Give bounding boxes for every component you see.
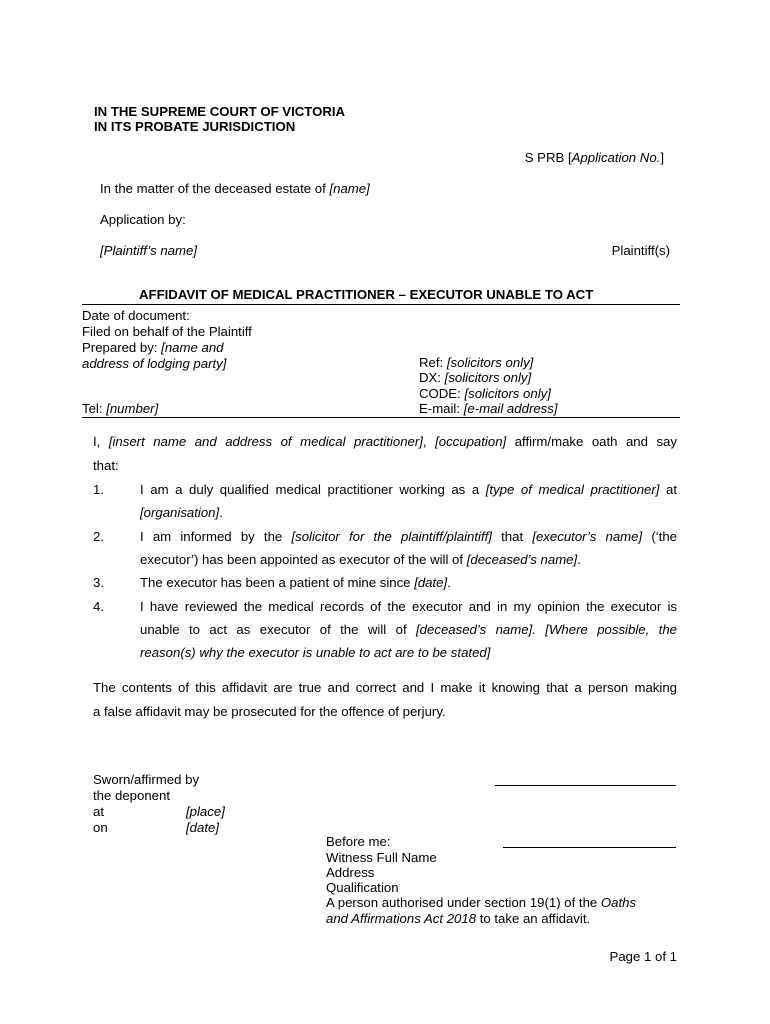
p2-l2-text: executor’) has been appointed as executor of the will of bbox=[140, 552, 467, 567]
paragraph-4-line-3: reason(s) why the executor is unable to act are to be stated] bbox=[140, 645, 491, 660]
sworn-line-2: the deponent bbox=[93, 788, 171, 803]
authorised-act-2: and Affirmations Act 2018 bbox=[326, 911, 477, 926]
ref-line bbox=[419, 355, 533, 371]
paragraph-2-line-2 bbox=[140, 548, 581, 572]
case-number-prefix: S PRB [ bbox=[524, 150, 572, 165]
intro-prefix: I, bbox=[93, 434, 109, 449]
application-by: Application by: bbox=[100, 212, 186, 227]
code-label: CODE: bbox=[419, 386, 465, 401]
plaintiff-name-placeholder: [Plaintiff’s name] bbox=[100, 243, 198, 258]
authorised-text: A person authorised under section 19(1) of the bbox=[326, 895, 601, 910]
paragraph-1-line-1 bbox=[140, 478, 677, 502]
filed-on-behalf: Filed on behalf of the Plaintiff bbox=[82, 324, 252, 339]
paragraph-4-line-1: I have reviewed the medical records of the executor and in my opinion the executor is bbox=[140, 599, 677, 614]
p4-l2-placeholder: [deceased’s name]. [Where possible, the bbox=[416, 622, 677, 637]
authorised-act-1: Oaths bbox=[600, 895, 637, 910]
authorised-end: to take an affidavit. bbox=[476, 911, 591, 926]
paragraph-4-line-2 bbox=[140, 618, 677, 642]
document-title: AFFIDAVIT OF MEDICAL PRACTITIONER – EXECUTOR UNABLE TO ACT bbox=[139, 287, 594, 302]
court-name: IN THE SUPREME COURT OF VICTORIA bbox=[94, 104, 346, 119]
p3-end: . bbox=[447, 575, 451, 590]
paragraph-3-number: 3. bbox=[93, 575, 104, 590]
p3-date-placeholder: [date] bbox=[414, 575, 448, 590]
tel-line bbox=[82, 401, 158, 417]
p2-end: (‘the bbox=[642, 529, 678, 544]
matter-name-placeholder: [name] bbox=[329, 181, 370, 196]
p1-organisation-placeholder: [organisation] bbox=[140, 505, 220, 520]
info-rule bbox=[82, 417, 680, 418]
p1-end: at bbox=[659, 482, 677, 497]
code-line bbox=[419, 386, 551, 402]
p2-deceased-placeholder: [deceased’s name] bbox=[466, 552, 578, 567]
prepared-by-label: Prepared by: bbox=[82, 340, 162, 355]
prepared-by bbox=[82, 340, 224, 356]
matter-text: In the matter of the deceased estate of bbox=[100, 181, 330, 196]
deponent-signature-line bbox=[495, 785, 676, 786]
witness-qualification: Qualification bbox=[326, 880, 399, 895]
case-number bbox=[525, 150, 664, 166]
p2-solicitor-placeholder: [solicitor for the plaintiff/plaintiff] bbox=[291, 529, 492, 544]
intro-occupation-placeholder: [occupation] bbox=[435, 434, 507, 449]
case-number-placeholder: Application No. bbox=[571, 150, 661, 165]
paragraph-2-line-1 bbox=[140, 525, 677, 549]
witness-authorised-line-1 bbox=[326, 895, 636, 911]
p2-mid: that bbox=[491, 529, 533, 544]
dx-placeholder: [solicitors only] bbox=[444, 370, 532, 385]
paragraph-4-number: 4. bbox=[93, 599, 104, 614]
court-jurisdiction: IN ITS PROBATE JURISDICTION bbox=[94, 119, 296, 134]
ref-label: Ref: bbox=[419, 355, 447, 370]
email-placeholder: [e-mail address] bbox=[463, 401, 558, 416]
dx-line bbox=[419, 370, 531, 386]
witness-signature-line bbox=[503, 847, 676, 848]
p2-l2-end: . bbox=[577, 552, 581, 567]
p1-text: I am a duly qualified medical practitioner working as a bbox=[140, 482, 486, 497]
email-label: E-mail: bbox=[419, 401, 464, 416]
intro-line-1 bbox=[93, 430, 677, 454]
sworn-at-label: at bbox=[93, 804, 104, 819]
p4-l2-text: unable to act as executor of the will of bbox=[140, 622, 417, 637]
intro-line-end: affirm/make oath and say bbox=[506, 434, 677, 449]
matter-line bbox=[100, 181, 370, 197]
ref-placeholder: [solicitors only] bbox=[446, 355, 534, 370]
intro-line-2: that: bbox=[93, 458, 119, 473]
code-placeholder: [solicitors only] bbox=[464, 386, 551, 401]
paragraph-3-line-1 bbox=[140, 571, 451, 595]
intro-name-placeholder: [insert name and address of medical practitioner] bbox=[108, 434, 423, 449]
paragraph-1-number: 1. bbox=[93, 482, 104, 497]
tel-label: Tel: bbox=[82, 401, 107, 416]
witness-address: Address bbox=[326, 865, 375, 880]
sworn-date-placeholder: [date] bbox=[186, 820, 219, 835]
before-me: Before me: bbox=[326, 834, 391, 849]
title-rule bbox=[82, 304, 680, 305]
prepared-by-placeholder-2: address of lodging party] bbox=[82, 356, 227, 371]
prepared-by-placeholder-1: [name and bbox=[161, 340, 224, 355]
witness-full-name: Witness Full Name bbox=[326, 850, 437, 865]
p2-executor-placeholder: [executor’s name] bbox=[532, 529, 643, 544]
dx-label: DX: bbox=[419, 370, 445, 385]
tel-placeholder: [number] bbox=[106, 401, 159, 416]
p1-l2-end: . bbox=[219, 505, 223, 520]
paragraph-1-line-2 bbox=[140, 501, 223, 525]
paragraph-2-number: 2. bbox=[93, 529, 104, 544]
sworn-place-placeholder: [place] bbox=[186, 804, 225, 819]
p1-placeholder: [type of medical practitioner] bbox=[485, 482, 660, 497]
date-of-document-label: Date of document: bbox=[82, 308, 190, 323]
case-number-suffix: ] bbox=[660, 150, 664, 165]
witness-authorised-line-2 bbox=[326, 911, 590, 927]
sworn-line-1: Sworn/affirmed by bbox=[93, 772, 200, 787]
sworn-on-label: on bbox=[93, 820, 108, 835]
page-number: Page 1 of 1 bbox=[609, 949, 677, 964]
email-line bbox=[419, 401, 558, 417]
closing-line-2: a false affidavit may be prosecuted for the offence of perjury. bbox=[93, 704, 446, 719]
closing-line-1: The contents of this affidavit are true and correct and I make it knowing that a person making bbox=[93, 680, 677, 695]
p2-text: I am informed by the bbox=[140, 529, 292, 544]
plaintiff-role: Plaintiff(s) bbox=[611, 243, 670, 258]
intro-comma: , bbox=[422, 434, 436, 449]
p3-text: The executor has been a patient of mine since bbox=[140, 575, 415, 590]
